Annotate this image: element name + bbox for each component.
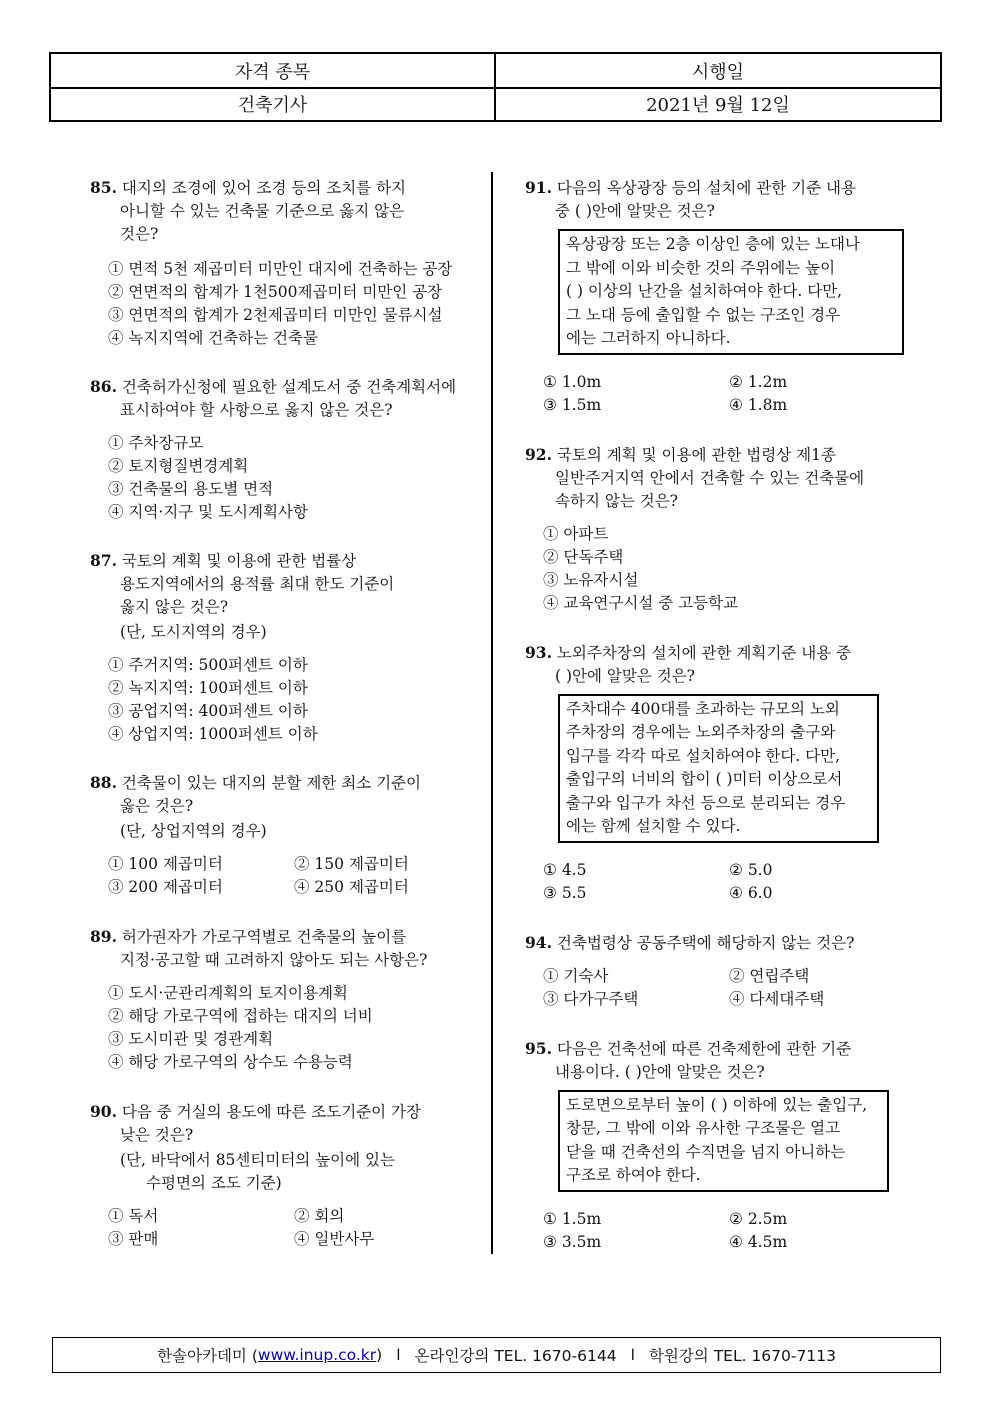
option-4[interactable]: ④ 1.8m [729, 395, 788, 414]
box-line: 출구와 입구가 차선 등으로 분리되는 경우 [566, 793, 846, 812]
question-86 [90, 375, 475, 524]
question-text: 대지의 조경에 있어 조경 등의 조치를 하지 [121, 179, 407, 197]
question-number: 90. [90, 1102, 117, 1121]
option-1[interactable]: ① 기숙사 [543, 966, 609, 985]
question-90 [90, 1100, 475, 1251]
option-3[interactable]: ③ 공업지역: 400퍼센트 이하 [108, 702, 308, 720]
options [90, 654, 475, 746]
question-text: ( )안에 알맞은 것은? [555, 666, 695, 685]
question-text: 다음 중 거실의 용도에 따른 조도기준이 가장 [121, 1103, 421, 1121]
option-3[interactable]: ③ 판매 [108, 1230, 159, 1248]
question-text: 옳지 않은 것은? [120, 598, 229, 616]
option-1[interactable]: ① 도시·군관리계획의 토지이용계획 [108, 984, 348, 1002]
question-number: 95. [525, 1038, 552, 1058]
option-1[interactable]: ① 주차장규모 [108, 434, 204, 452]
box-line: 에는 함께 설치할 수 있다. [566, 817, 741, 835]
question-text: 허가권자가 가로구역별로 건축물의 높이를 [121, 928, 407, 946]
option-2[interactable]: ② 연면적의 합계가 1천500제곱미터 미만인 공장 [108, 283, 443, 301]
header-date-title: 시행일 [691, 61, 745, 83]
option-2[interactable]: ② 해당 가로구역에 접하는 대지의 너비 [108, 1007, 373, 1025]
question-number: 88. [90, 773, 117, 792]
footer-offline-tel: 학원강의 TEL. 1670-7113 [648, 1347, 836, 1365]
box-line: 출입구의 너비의 합이 ( )미터 이상으로서 [566, 770, 843, 788]
options [525, 965, 915, 1011]
footer-online-tel: 온라인강의 TEL. 1670-6144 [414, 1347, 617, 1365]
option-2[interactable]: ② 단독주택 [543, 547, 624, 566]
options [525, 1208, 915, 1254]
question-number: 94. [525, 932, 552, 952]
option-2[interactable]: ② 150 제곱미터 [294, 855, 409, 873]
footer-url-link[interactable]: www.inup.co.kr [257, 1346, 377, 1364]
header-row-titles [51, 54, 940, 89]
question-text: 노외주차장의 설치에 관한 계획기준 내용 중 [556, 643, 852, 662]
footer-separator: l [396, 1346, 401, 1364]
question-text: 아니할 수 있는 건축물 기준으로 옳지 않은 [120, 202, 405, 220]
box-line: 입구를 각각 따로 설치하여야 한다. 다만, [566, 746, 841, 765]
option-3[interactable]: ③ 3.5m [543, 1232, 602, 1251]
question-94 [525, 931, 915, 1011]
right-column [525, 176, 915, 1254]
header-row-values [51, 87, 940, 120]
question-text: 표시하여야 할 사항으로 옳지 않은 것은? [120, 401, 393, 419]
option-3[interactable]: ③ 1.5m [543, 395, 602, 414]
options [525, 859, 915, 905]
header-table [49, 52, 942, 122]
question-number: 91. [525, 178, 552, 197]
option-4[interactable]: ④ 해당 가로구역의 상수도 수용능력 [108, 1053, 353, 1071]
question-number: 85. [90, 178, 117, 197]
question-text: 것은? [120, 225, 159, 243]
question-87 [90, 549, 475, 746]
box-line: 에는 그러하지 아니하다. [566, 329, 731, 347]
option-1[interactable]: ① 주거지역: 500퍼센트 이하 [108, 656, 308, 674]
box-line: 그 노대 등에 출입할 수 없는 구조인 경우 [566, 305, 841, 324]
option-2[interactable]: ② 회의 [294, 1207, 345, 1225]
option-1[interactable]: ① 아파트 [543, 524, 609, 543]
footer-bar [52, 1337, 941, 1373]
question-95 [525, 1037, 915, 1254]
question-text: 속하지 않는 것은? [555, 491, 678, 510]
question-number: 86. [90, 377, 117, 396]
option-4[interactable]: ④ 일반사무 [294, 1230, 375, 1248]
question-condition: (단, 상업지역의 경우) [120, 822, 267, 840]
header-date-value: 2021년 9월 12일 [646, 94, 790, 116]
option-4[interactable]: ④ 녹지지역에 건축하는 건축물 [108, 329, 318, 347]
option-1[interactable]: ① 1.0m [543, 372, 602, 391]
condition-box [558, 1090, 889, 1192]
box-line: 옥상광장 또는 2층 이상인 층에 있는 노대나 [566, 235, 860, 253]
option-2[interactable]: ② 1.2m [729, 372, 788, 391]
option-3[interactable]: ③ 도시미관 및 경관계획 [108, 1030, 274, 1048]
option-2[interactable]: ② 토지형질변경계획 [108, 457, 249, 475]
option-3[interactable]: ③ 다가구주택 [543, 989, 639, 1008]
options [90, 982, 475, 1074]
box-line: 그 밖에 이와 비슷한 것의 주위에는 높이 [566, 258, 836, 277]
question-text: 낮은 것은? [120, 1126, 194, 1144]
option-4[interactable]: ④ 다세대주택 [729, 989, 825, 1008]
option-2[interactable]: ② 연립주택 [729, 966, 810, 985]
option-3[interactable]: ③ 5.5 [543, 883, 587, 902]
question-text: 내용이다. ( )안에 알맞은 것은? [555, 1062, 765, 1081]
option-3[interactable]: ③ 노유자시설 [543, 570, 639, 589]
question-text: 건축법령상 공동주택에 해당하지 않는 것은? [556, 933, 855, 952]
options [90, 258, 475, 350]
question-number: 89. [90, 927, 117, 946]
option-3[interactable]: ③ 200 제곱미터 [108, 878, 223, 896]
question-89 [90, 925, 475, 1074]
question-93 [525, 641, 915, 905]
column-divider [491, 172, 493, 1254]
option-1[interactable]: ① 면적 5천 제곱미터 미만인 대지에 건축하는 공장 [108, 260, 453, 278]
question-92 [525, 443, 915, 615]
option-1[interactable]: ① 독서 [108, 1207, 159, 1225]
option-3[interactable]: ③ 연면적의 합계가 2천제곱미터 미만인 물류시설 [108, 306, 443, 324]
question-number: 87. [90, 551, 117, 570]
option-1[interactable]: ① 1.5m [543, 1209, 602, 1228]
box-line: 창문, 그 밖에 이와 유사한 구조물은 열고 [566, 1119, 841, 1137]
footer-academy-close: ) [376, 1346, 383, 1364]
question-text: 옳은 것은? [120, 797, 194, 815]
box-line: 닫을 때 건축선의 수직면을 넘지 아니하는 [566, 1142, 846, 1161]
question-number: 92. [525, 444, 552, 464]
question-condition: (단, 바닥에서 85센티미터의 높이에 있는 [120, 1151, 396, 1169]
options [525, 523, 915, 615]
header-subject-value: 건축기사 [51, 87, 496, 120]
footer-academy: 한솔아카데미 ( [157, 1347, 258, 1365]
option-4[interactable]: ④ 250 제곱미터 [294, 878, 409, 896]
question-number: 93. [525, 642, 552, 662]
options [525, 371, 915, 417]
question-text: 용도지역에서의 용적률 최대 한도 기준이 [120, 575, 395, 593]
box-line: 주차대수 400대를 초과하는 규모의 노외 [566, 699, 840, 718]
question-text: 지정·공고할 때 고려하지 않아도 되는 사항은? [120, 951, 428, 969]
question-text: 국토의 계획 및 이용에 관한 법률상 [121, 552, 357, 570]
box-line: 구조로 하여야 한다. [566, 1166, 701, 1184]
option-2[interactable]: ② 녹지지역: 100퍼센트 이하 [108, 679, 308, 697]
footer-separator: l [630, 1346, 635, 1364]
option-4[interactable]: ④ 지역·지구 및 도시계획사항 [108, 503, 308, 521]
question-text: 건축물이 있는 대지의 분할 제한 최소 기준이 [121, 774, 421, 792]
question-text: 다음은 건축선에 따른 건축제한에 관한 기준 [556, 1039, 852, 1058]
question-91 [525, 176, 915, 417]
option-2[interactable]: ② 5.0 [729, 860, 773, 879]
question-text: 중 ( )안에 알맞은 것은? [555, 202, 715, 220]
left-column [90, 176, 475, 1251]
option-3[interactable]: ③ 건축물의 용도별 면적 [108, 480, 274, 498]
question-text: 국토의 계획 및 이용에 관한 법령상 제1종 [556, 445, 836, 464]
box-line: 주차장의 경우에는 노외주차장의 출구와 [566, 723, 836, 741]
question-85 [90, 176, 475, 350]
question-88 [90, 771, 475, 899]
question-text: 건축허가신청에 필요한 설계도서 중 건축계획서에 [121, 378, 457, 396]
options [90, 853, 475, 899]
condition-box [558, 229, 904, 355]
question-text: 일반주거지역 안에서 건축할 수 있는 건축물에 [555, 468, 865, 487]
option-1[interactable]: ① 4.5 [543, 860, 587, 879]
box-line: ( ) 이상의 난간을 설치하여야 한다. 다만, [566, 282, 843, 300]
options [90, 432, 475, 524]
option-4[interactable]: ④ 6.0 [729, 883, 773, 902]
condition-box [558, 694, 879, 843]
options [90, 1205, 475, 1251]
question-text: 다음의 옥상광장 등의 설치에 관한 기준 내용 [556, 179, 856, 197]
question-condition: (단, 도시지역의 경우) [120, 623, 267, 641]
option-2[interactable]: ② 2.5m [729, 1209, 788, 1228]
option-4[interactable]: ④ 상업지역: 1000퍼센트 이하 [108, 725, 318, 743]
option-4[interactable]: ④ 교육연구시설 중 고등학교 [543, 593, 738, 612]
question-condition: 수평면의 조도 기준) [146, 1174, 282, 1192]
option-1[interactable]: ① 100 제곱미터 [108, 855, 223, 873]
header-subject-title: 자격 종목 [51, 54, 496, 87]
box-line: 도로면으로부터 높이 ( ) 이하에 있는 출입구, [566, 1095, 868, 1114]
option-4[interactable]: ④ 4.5m [729, 1232, 788, 1251]
